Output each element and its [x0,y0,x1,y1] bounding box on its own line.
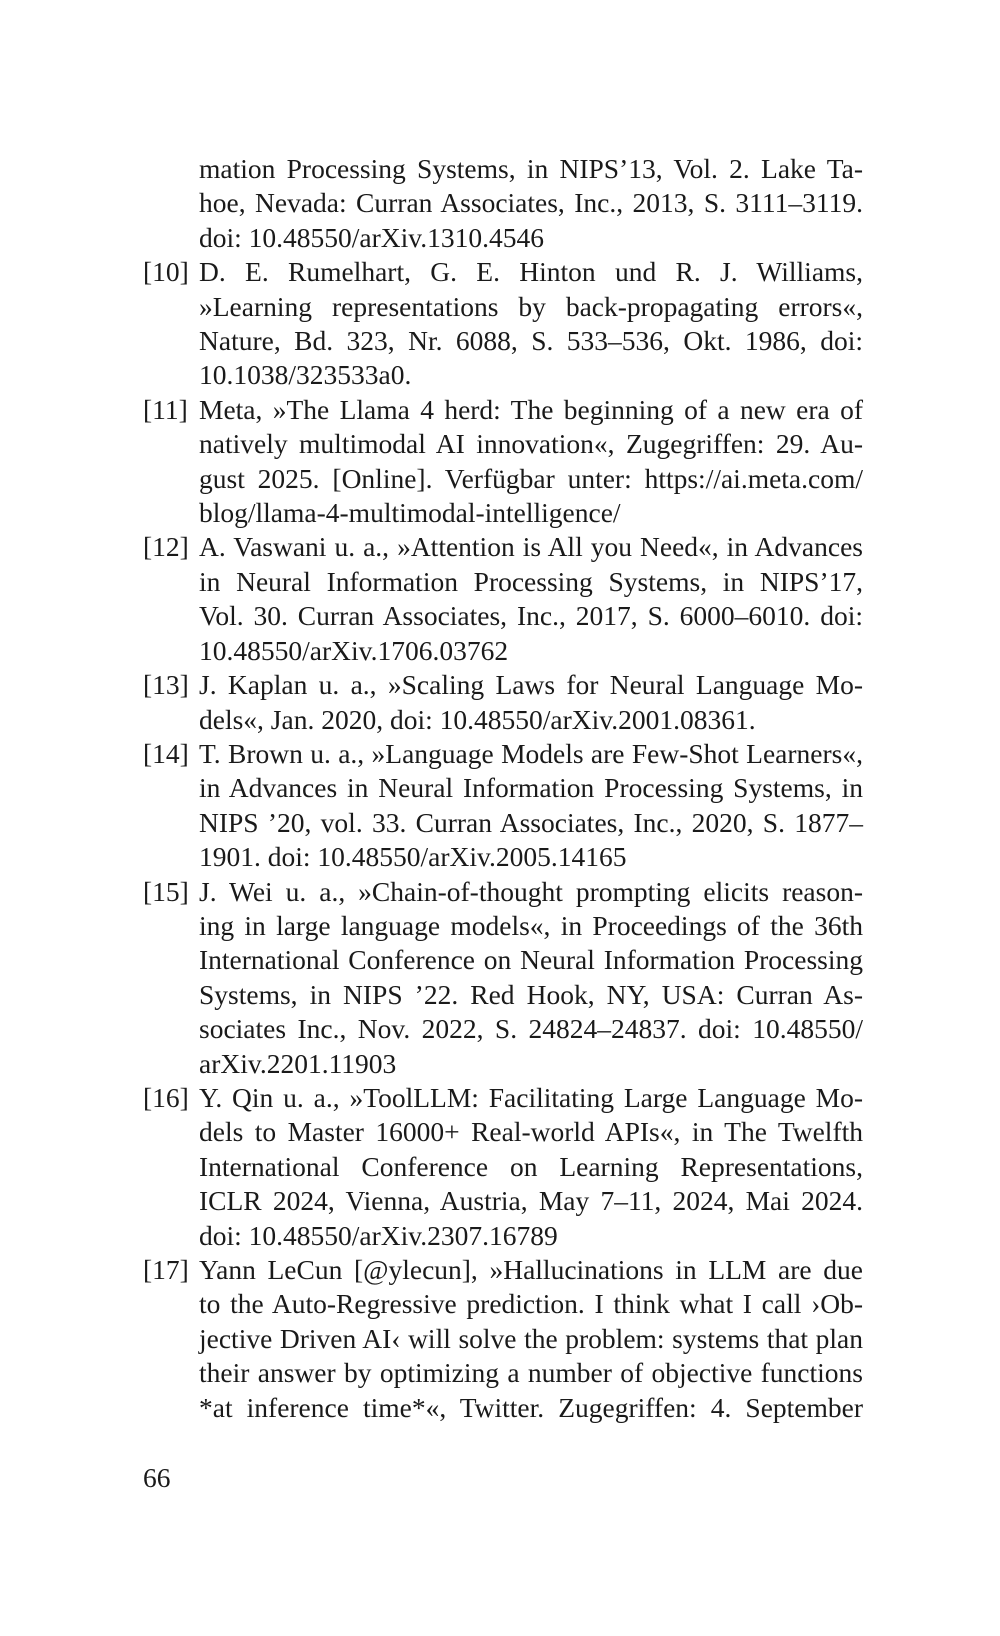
reference-list [143,152,863,1425]
reference-text-line: their answer by optimizing a number of objective functions [199,1357,863,1389]
reference-number: [16] [143,1081,189,1113]
reference-text-line: International Conference on Learning Representations, [199,1150,863,1182]
reference-text-line: D. E. Rumelhart, G. E. Hinton und R. J. Williams, [199,256,863,288]
reference-text-line: Yann LeCun [@ylecun], »Hallucinations in LLM are due [199,1254,863,1285]
reference-number: [14] [143,737,189,769]
reference-text-line: A. Vaswani u. a., »Attention is All you Need«, in Advances [199,531,863,563]
reference-text-line: arXiv.2201.11903 [199,1047,397,1079]
reference-text-line: doi: 10.48550/arXiv.2307.16789 [199,1219,558,1251]
reference-number: [15] [143,875,189,907]
reference-text-line: in Neural Information Processing Systems, in NIPS’17, [199,565,863,597]
reference-text-line: mation Processing Systems, in NIPS’13, Vol. 2. Lake Ta- [199,153,863,184]
reference-text-line: NIPS ’20, vol. 33. Curran Associates, Inc., 2020, S. 1877– [199,806,863,838]
reference-text-line: J. Wei u. a., »Chain-of-thought prompting elicits reason- [199,875,863,907]
reference-text-line: J. Kaplan u. a., »Scaling Laws for Neural Language Mo- [199,669,863,701]
reference-text-line: »Learning representations by back-propagating errors«, [199,290,863,322]
reference-text-line: doi: 10.48550/arXiv.1310.4546 [199,221,544,253]
reference-entry [143,152,863,255]
reference-number: [13] [143,669,189,701]
page-number: 66 [143,1462,171,1493]
reference-text-line: gust 2025. [Online]. Verfügbar unter: https://ai.meta.com/ [199,462,863,494]
reference-text-line: dels to Master 16000+ Real-world APIs«, in The Twelfth [199,1116,863,1148]
reference-text-line: dels«, Jan. 2020, doi: 10.48550/arXiv.2001.08361. [199,703,756,735]
reference-entry [143,668,863,737]
reference-entry [143,393,863,531]
reference-text-line: *at inference time*«, Twitter. Zugegriffen: 4. September [199,1391,863,1423]
reference-entry [143,255,863,393]
reference-text-line: blog/llama-4-multimodal-intelligence/ [199,497,621,529]
reference-text-line: Y. Qin u. a., »ToolLLM: Facilitating Large Language Mo- [199,1081,863,1113]
reference-text-line: sociates Inc., Nov. 2022, S. 24824–24837. doi: 10.48550/ [199,1013,863,1045]
reference-text-line: in Advances in Neural Information Processing Systems, in [199,772,863,804]
reference-number: [17] [143,1254,189,1285]
reference-text-line: natively multimodal AI innovation«, Zugegriffen: 29. Au- [199,428,863,460]
reference-text-line: ing in large language models«, in Proceedings of the 36th [199,909,863,941]
reference-entry [143,530,863,668]
reference-text-line: 10.48550/arXiv.1706.03762 [199,634,509,666]
reference-entry [143,737,863,875]
reference-text-line: 10.1038/323533a0. [199,359,412,391]
reference-number: [12] [143,531,189,563]
reference-text-line: jective Driven AI‹ will solve the problem: systems that plan [199,1322,863,1354]
reference-entry [143,875,863,1081]
reference-entry [143,1253,863,1425]
reference-text-line: Vol. 30. Curran Associates, Inc., 2017, S. 6000–6010. doi: [199,600,863,632]
reference-text-line: International Conference on Neural Information Processing [199,944,863,976]
reference-text-line: 1901. doi: 10.48550/arXiv.2005.14165 [199,841,627,873]
reference-entry [143,1081,863,1253]
reference-text-line: ICLR 2024, Vienna, Austria, May 7–11, 2024, Mai 2024. [199,1185,863,1217]
reference-number: [11] [143,393,188,425]
reference-text-line: T. Brown u. a., »Language Models are Few-Shot Learners«, [199,737,863,769]
reference-text-line: hoe, Nevada: Curran Associates, Inc., 2013, S. 3111–3119. [199,187,863,219]
reference-text-line: to the Auto-Regressive prediction. I think what I call ›Ob- [199,1288,863,1320]
reference-text-line: Meta, »The Llama 4 herd: The beginning of a new era of [199,393,863,425]
reference-number: [10] [143,256,189,288]
reference-text-line: Systems, in NIPS ’22. Red Hook, NY, USA: Curran As- [199,978,863,1010]
reference-text-line: Nature, Bd. 323, Nr. 6088, S. 533–536, Okt. 1986, doi: [199,325,863,357]
